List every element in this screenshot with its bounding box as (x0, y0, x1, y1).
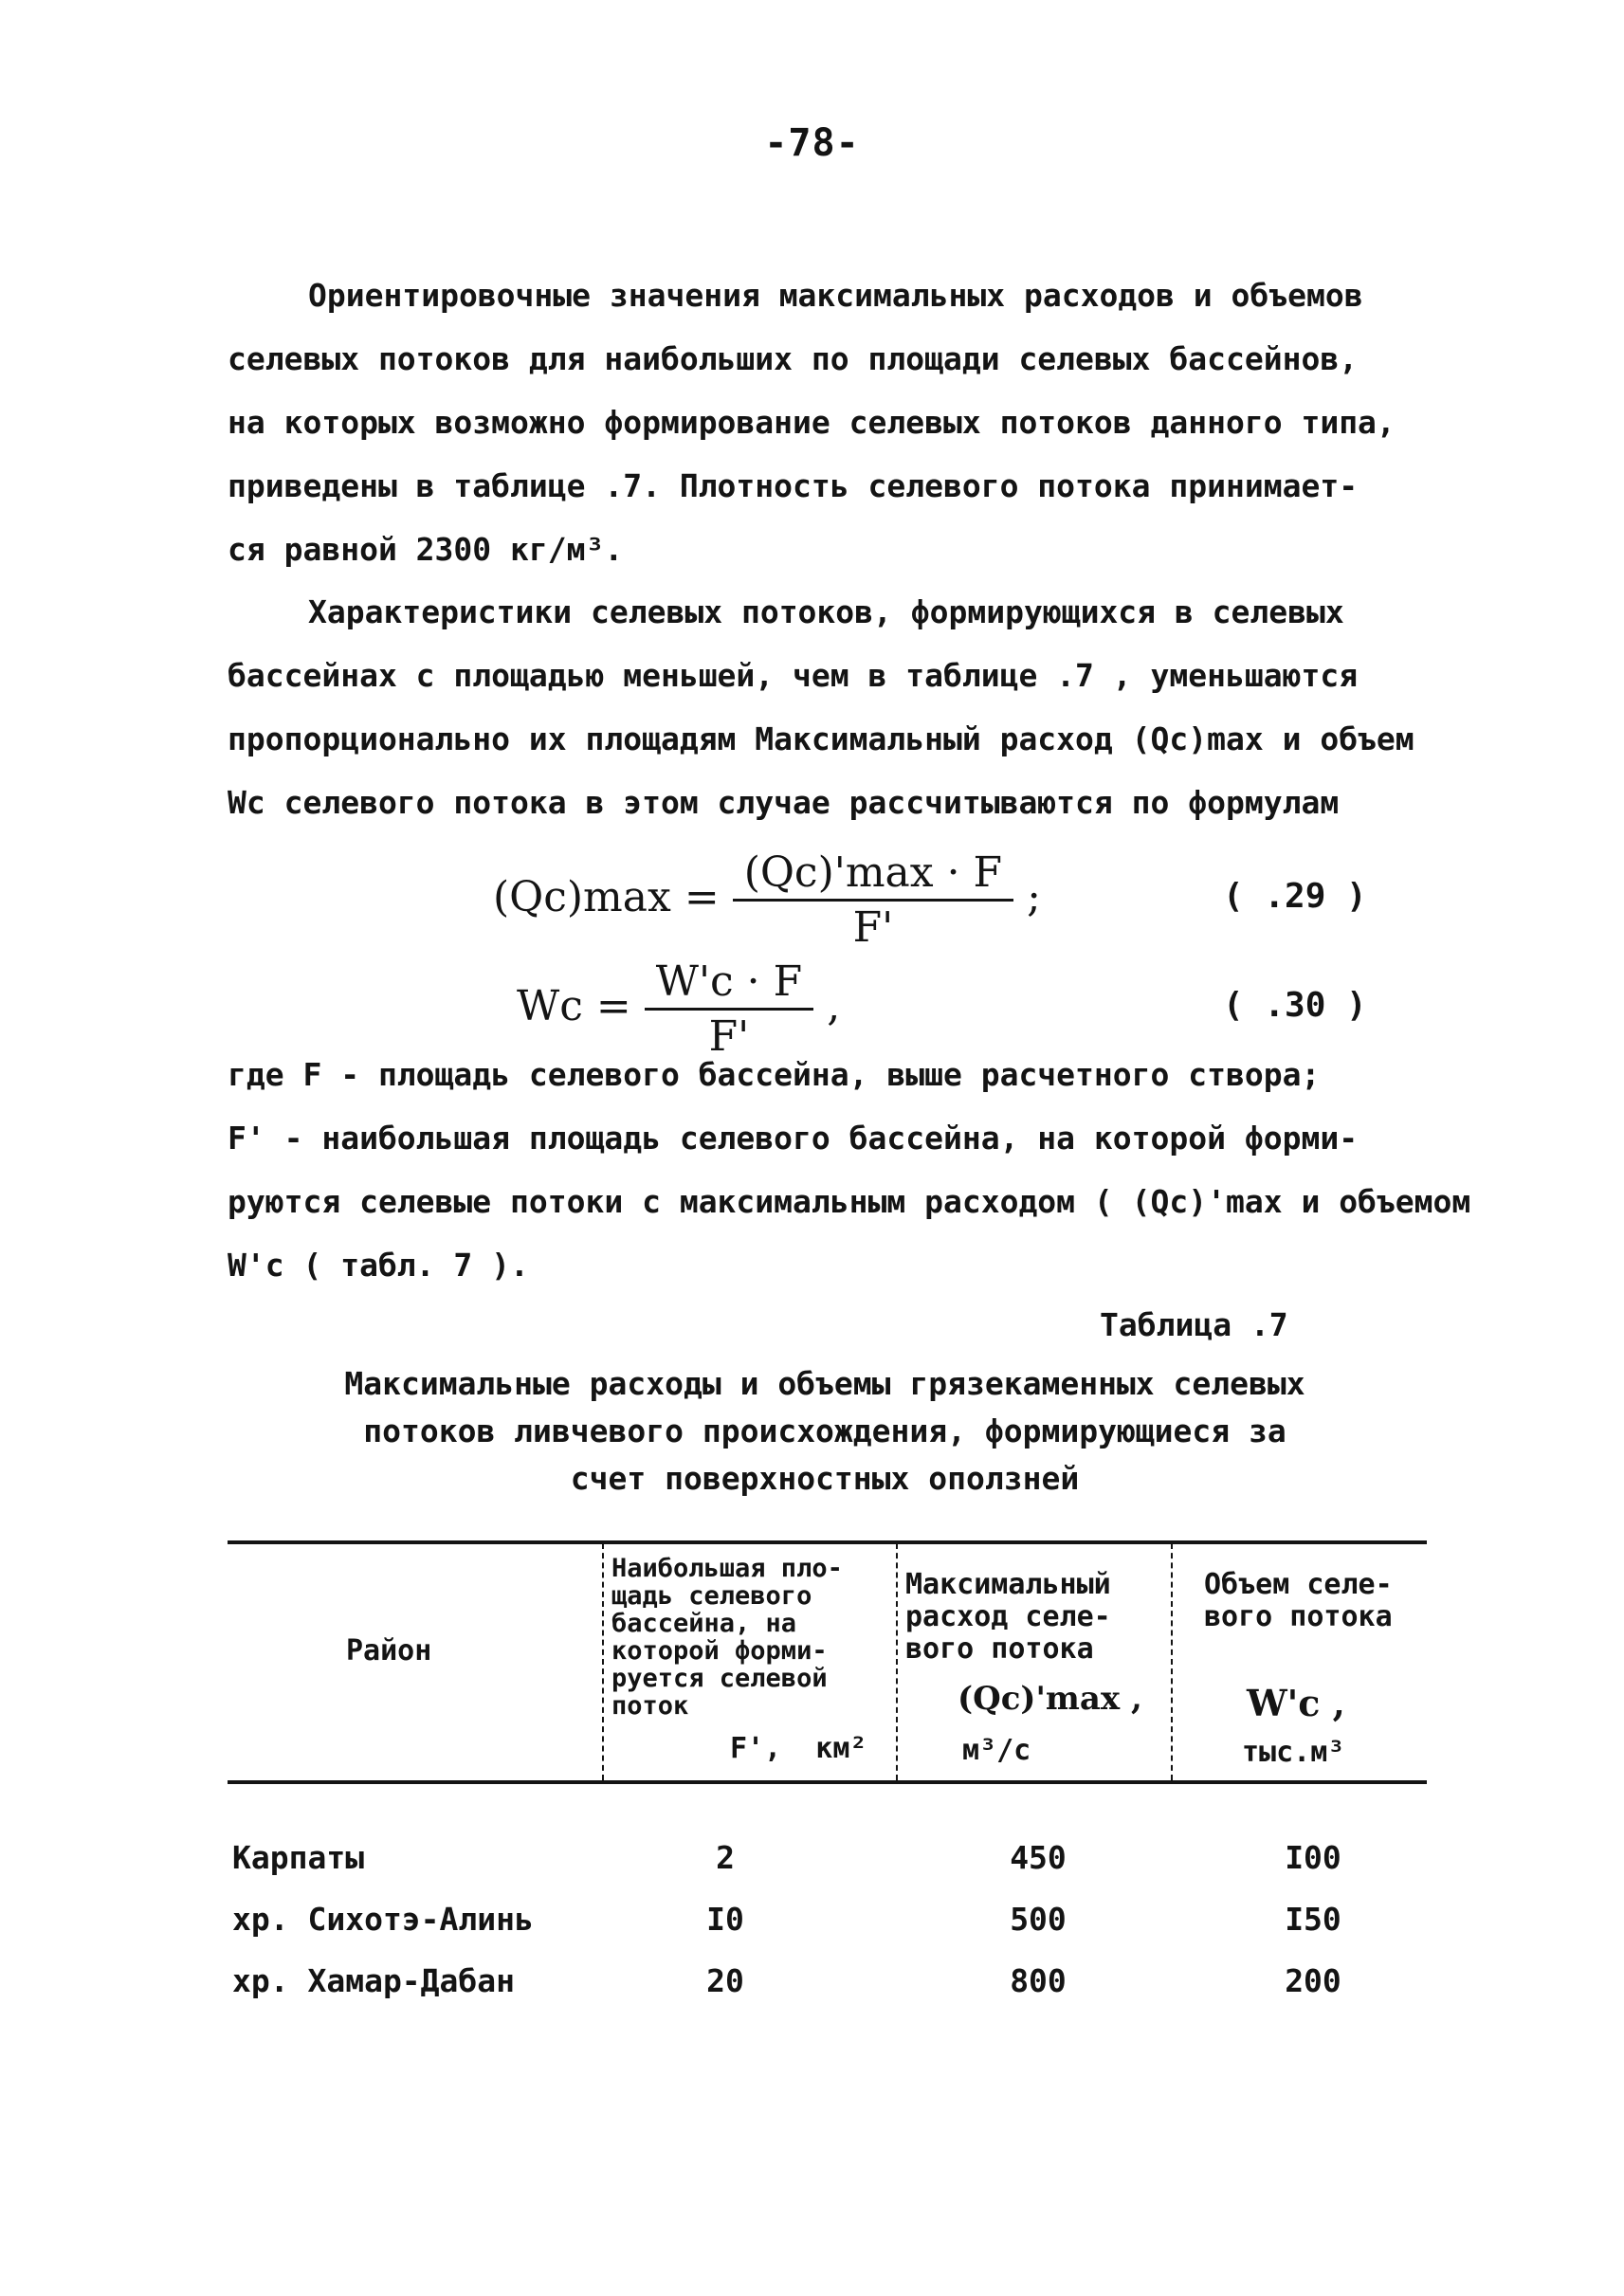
formula-denominator: F' (852, 903, 894, 952)
header-volume: Объем селе- вого потока (1204, 1568, 1393, 1633)
paragraph-line: Ориентировочные значения максимальных расходов и объемов (308, 277, 1363, 314)
paragraph-line: приведены в таблице .7. Плотность селевого потока принимает- (228, 467, 1359, 504)
where-line: руются селевые потоки с максимальным расходом ( (Qc)'max и объемом (228, 1183, 1471, 1220)
paragraph-line: Wc селевого потока в этом случае рассчитываются по формулам (228, 784, 1340, 821)
header-volume-symbol: W'c , (1247, 1682, 1345, 1724)
header-discharge: Максимальный расход селе- вого потока (905, 1568, 1111, 1666)
caption-line: счет поверхностных оползней (570, 1460, 1080, 1497)
caption-line: Максимальные расходы и объемы грязекаменных селевых (344, 1365, 1305, 1402)
table-label: Таблица .7 (1100, 1306, 1288, 1343)
cell-discharge: 500 (1010, 1901, 1067, 1938)
table-top-rule (228, 1540, 1427, 1544)
paragraph-1 (228, 264, 1479, 581)
formula-30-number: ( .30 ) (1223, 986, 1367, 1025)
cell-volume: 200 (1285, 1962, 1341, 1999)
header-discharge-unit: м³/с (962, 1734, 1031, 1767)
formula-tail: ; (1027, 873, 1041, 921)
column-divider (896, 1543, 898, 1780)
paragraph-line: на которых возможно формирование селевых потоков данного типа, (228, 404, 1396, 441)
formula-denominator: F' (708, 1012, 750, 1061)
cell-discharge: 800 (1010, 1962, 1067, 1999)
table-caption (228, 1360, 1422, 1503)
formula-lhs: (Qc)max (493, 873, 671, 921)
cell-volume: I50 (1285, 1901, 1341, 1938)
formula-29: (Qc)max = $\frac{(Qc)'\max \cdot F}{F'}$ ; (493, 848, 1041, 952)
cell-volume: I00 (1285, 1839, 1341, 1876)
page-number: -78- (764, 121, 860, 165)
cell-region: хр. Хамар-Дабан (232, 1962, 516, 1999)
paragraph-line: пропорционально их площадям Максимальный расход (Qc)max и объем (228, 720, 1414, 757)
paragraph-line: Характеристики селевых потоков, формирующихся в селевых (308, 593, 1344, 630)
cell-region: хр. Сихотэ-Алинь (232, 1901, 534, 1938)
cell-area: 2 (716, 1839, 735, 1876)
paragraph-2 (228, 580, 1479, 834)
formula-29-number: ( .29 ) (1223, 877, 1367, 916)
column-divider (1171, 1543, 1173, 1780)
paragraph-line: селевых потоков для наибольших по площади селевых бассейнов, (228, 340, 1359, 377)
header-area: Наибольшая пло- щадь селевого бассейна, на которой форми- руется селевой поток (611, 1554, 843, 1721)
caption-line: потоков ливчевого происхождения, формирующиеся за (363, 1412, 1286, 1449)
header-region: Район (346, 1634, 432, 1667)
formula-tail: , (827, 982, 841, 1030)
table-header-rule (228, 1780, 1427, 1784)
cell-area: 20 (706, 1962, 744, 1999)
formula-numerator: W'c · F (645, 957, 813, 1011)
cell-region: Карпаты (232, 1839, 365, 1876)
where-line: где F - площадь селевого бассейна, выше расчетного створа; (228, 1056, 1321, 1093)
formula-fraction (733, 848, 1013, 952)
formula-lhs: Wc (517, 982, 583, 1030)
header-discharge-symbol: (Qc)'max , (958, 1680, 1142, 1718)
header-area-unit: F', км² (730, 1732, 867, 1765)
header-volume-unit: тыс.м³ (1242, 1736, 1345, 1769)
paragraph-line: бассейнах с площадью меньшей, чем в таблице .7 , уменьшаются (228, 657, 1359, 694)
where-block (228, 1043, 1479, 1297)
paragraph-line: ся равной 2300 кг/м³. (228, 531, 624, 568)
cell-area: I0 (706, 1901, 744, 1938)
cell-discharge: 450 (1010, 1839, 1067, 1876)
column-divider (602, 1543, 604, 1780)
where-line: F' - наибольшая площадь селевого бассейна, на которой форми- (228, 1120, 1359, 1157)
formula-30: Wc = $\frac{W'c \cdot F}{F'}$ , (517, 957, 841, 1061)
where-line: W'c ( табл. 7 ). (228, 1247, 529, 1284)
formula-numerator: (Qc)'max · F (733, 848, 1013, 902)
